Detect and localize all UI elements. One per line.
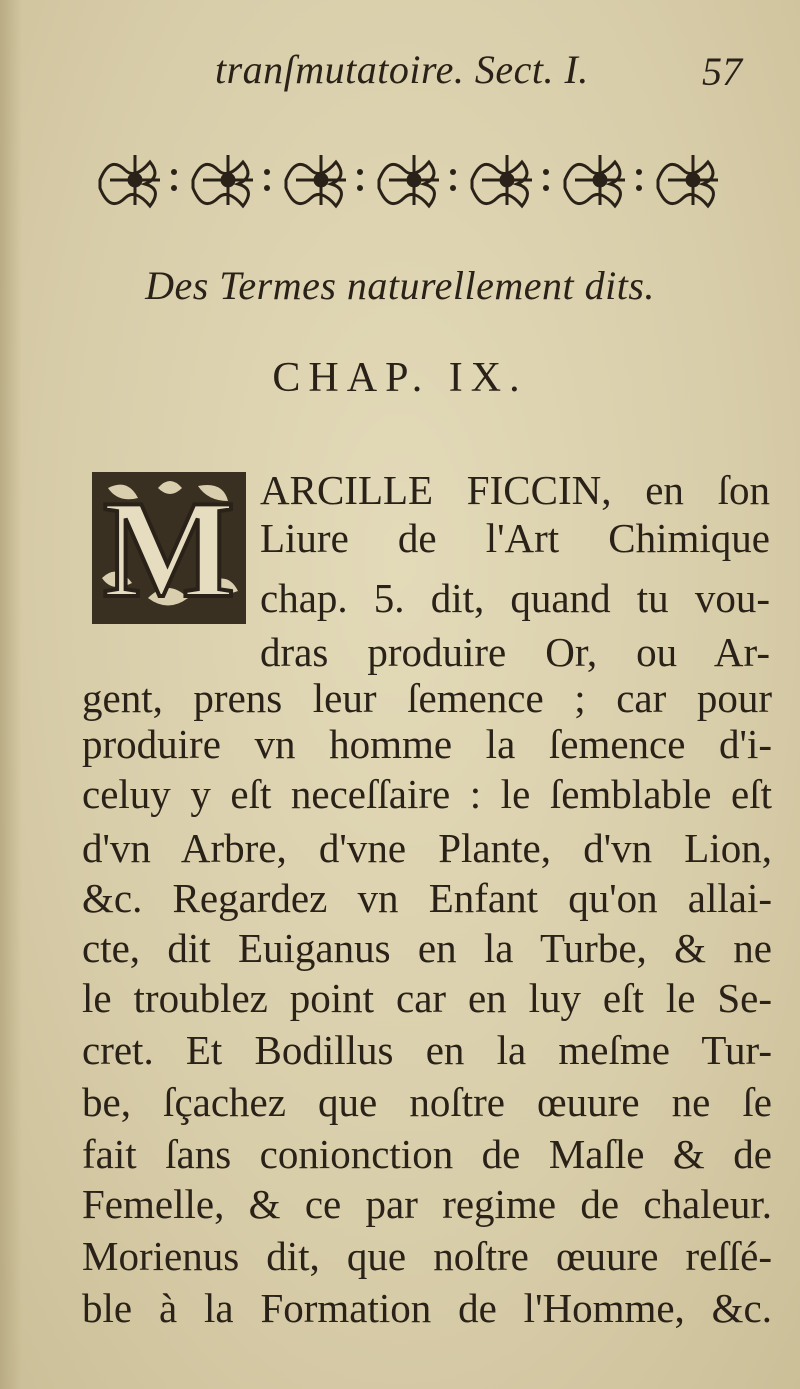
text-line-14: fait ſans conionction de Maſle & de — [82, 1131, 772, 1177]
text-line-13: be, ſçachez que noſtre œuure ne ſe — [82, 1079, 772, 1125]
text-line-2: Liure de l'Art Chimique — [260, 515, 770, 561]
text-line-5: gent, prens leur ſemence ; car pour — [82, 675, 772, 721]
text-line-6: produire vn homme la ſemence d'i- — [82, 721, 772, 767]
floral-woodcut-initial-icon — [88, 468, 250, 628]
text-line-12: cret. Et Bodillus en la meſme Tur- — [82, 1027, 772, 1073]
text-line-15: Femelle, & ce par regime de chaleur. — [82, 1181, 772, 1227]
text-line-4: dras produire Or, ou Ar- — [260, 629, 770, 675]
running-title: tranſmutatoire. Sect. I. — [215, 47, 589, 92]
text-line-10: cte, dit Euiganus en la Turbe, & ne — [82, 925, 772, 971]
page-number: 57 — [702, 49, 742, 94]
text-line-16: Morienus dit, que noſtre œuure reſſé- — [82, 1233, 772, 1279]
section-title: Des Termes naturellement dits. — [145, 263, 655, 308]
ornament-band-icon — [90, 140, 740, 220]
text-line-7: celuy y eſt neceſſaire : le ſemblable eſt — [82, 771, 772, 817]
dropcap-letter: M — [102, 472, 236, 627]
text-line-9: &c. Regardez vn Enfant qu'on allai- — [82, 875, 772, 921]
text-line-3: chap. 5. dit, quand tu vou- — [260, 575, 770, 621]
page-header — [0, 40, 800, 100]
text-line-11: le troublez point car en luy eſt le Se- — [82, 975, 772, 1021]
page-gutter-shadow — [0, 0, 22, 1389]
text-line-17: ble à la Formation de l'Homme, &c. — [82, 1285, 772, 1331]
text-line-8: d'vn Arbre, d'vne Plante, d'vn Lion, — [82, 825, 772, 871]
text-line-1: ARCILLE FICCIN, en ſon — [260, 467, 770, 513]
chapter-heading: CHAP. IX. — [272, 355, 528, 401]
